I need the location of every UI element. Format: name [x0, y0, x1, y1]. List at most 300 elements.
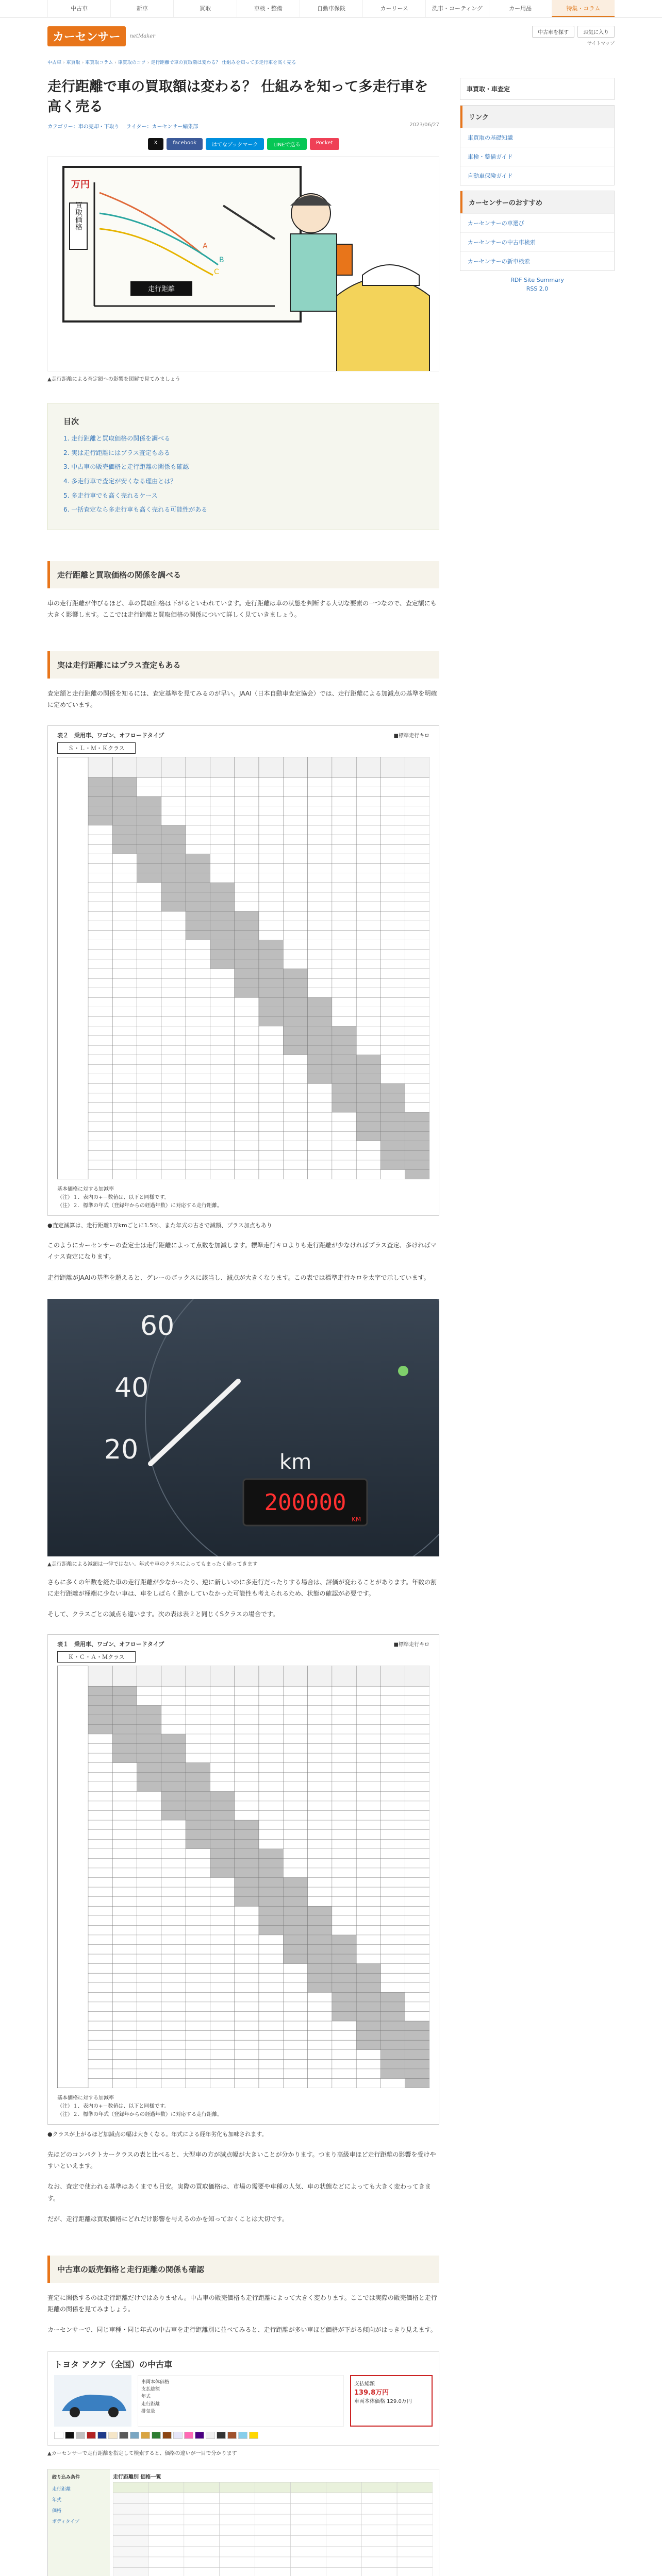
- breadcrumb-item[interactable]: 走行距離で車の買取額は変わる？ 仕組みを知って多走行車を高く売る: [151, 60, 296, 65]
- grid-cell: [380, 959, 405, 969]
- grid-cell: [235, 796, 259, 806]
- color-swatch[interactable]: [217, 2432, 226, 2439]
- topnav-item[interactable]: 新車: [110, 0, 173, 17]
- grid-cell: [283, 1131, 307, 1141]
- grid-cell: [283, 1887, 307, 1897]
- price-grid-cell: [361, 2567, 397, 2576]
- grid-cell: [186, 777, 210, 787]
- price-grid: [113, 2482, 433, 2576]
- grid-cell: [405, 1141, 429, 1150]
- grid-cell: [380, 1744, 405, 1754]
- grid-cell: [186, 1725, 210, 1735]
- grid-cell: [235, 816, 259, 825]
- price-grid-cell: [220, 2493, 255, 2503]
- grid-cell: [308, 1016, 332, 1026]
- site-header: [47, 18, 615, 55]
- grid-cell: [259, 1093, 283, 1103]
- toc-item[interactable]: 6. 一括査定なら多走行車も高く売れる可能性がある: [63, 506, 208, 514]
- grid-cell: [112, 1916, 137, 1926]
- grid-cell: [380, 1131, 405, 1141]
- sidebar-recommend-link[interactable]: カーセンサーの車選び: [460, 213, 614, 232]
- grid-cell: [283, 1064, 307, 1074]
- grid-cell: [259, 1849, 283, 1859]
- grid-cell: [210, 844, 234, 854]
- grid-cell: [356, 1773, 380, 1783]
- grid-cell: [88, 806, 112, 816]
- grid-cell: [283, 1007, 307, 1016]
- grid-cell: [137, 2031, 161, 2041]
- grid-cell: [332, 1820, 356, 1830]
- sidebar-link[interactable]: 車買取の基礎知識: [460, 128, 614, 147]
- breadcrumb-item[interactable]: 車買取コラム: [85, 60, 113, 65]
- filter-item[interactable]: 走行距離: [52, 2486, 71, 2492]
- spec-line: 走行距離: [141, 2401, 160, 2407]
- grid-cell: [405, 969, 429, 978]
- grid-cell: [161, 1734, 186, 1744]
- grid-cell: [405, 1744, 429, 1754]
- car-listing-card[interactable]: [47, 2351, 439, 2446]
- share-button[interactable]: LINEで送る: [267, 138, 306, 150]
- grid-cell: [210, 1150, 234, 1160]
- logo-text[interactable]: カーセンサー: [47, 26, 126, 46]
- grid-header-cell: [186, 1666, 210, 1686]
- grid-cell: [308, 1093, 332, 1103]
- price-grid-cell: [290, 2524, 326, 2535]
- grid-cell: [405, 835, 429, 844]
- grid-cell: [88, 1045, 112, 1055]
- section-paragraph: このようにカーセンサーの査定士は走行距離によって点数を加減します。標準走行キロよりも走行距離が少なければプラス査定、多ければマイナス査定になります。: [47, 1242, 437, 1261]
- grid-cell: [332, 816, 356, 825]
- car-card-title[interactable]: トヨタ アクア（全国）の中古車: [54, 2359, 173, 2369]
- color-swatch[interactable]: [141, 2432, 150, 2439]
- grid-cell: [137, 825, 161, 835]
- toc-item[interactable]: 5. 多走行車でも高く売れるケース: [63, 492, 158, 499]
- grid-cell: [112, 816, 137, 825]
- grid-cell: [137, 787, 161, 796]
- grid-cell: [308, 1983, 332, 1993]
- breadcrumb-item[interactable]: 中古車: [47, 60, 62, 65]
- grid-cell: [210, 1974, 234, 1984]
- grid-cell: [161, 997, 186, 1007]
- grid-cell: [88, 1954, 112, 1964]
- grid-cell: [405, 1840, 429, 1850]
- sidebar-recommend-link[interactable]: カーセンサーの新車検索: [460, 251, 614, 270]
- grid-cell: [137, 1782, 161, 1792]
- grid-cell: [308, 1150, 332, 1160]
- grid-cell: [308, 2002, 332, 2012]
- grid-cell: [405, 1103, 429, 1112]
- grid-cell: [137, 940, 161, 950]
- table-legend: ■標準走行キロ: [393, 733, 429, 739]
- favorites-button[interactable]: お気に入り: [577, 26, 615, 38]
- color-swatch[interactable]: [162, 2432, 172, 2439]
- grid-cell: [186, 1112, 210, 1122]
- grid-cell: [161, 1993, 186, 2003]
- grid-cell: [112, 1811, 137, 1821]
- grid-cell: [283, 1763, 307, 1773]
- filter-item[interactable]: 年式: [52, 2497, 62, 2503]
- grid-cell: [356, 1170, 380, 1179]
- grid-cell: [112, 1954, 137, 1964]
- grid-cell: [283, 1122, 307, 1131]
- board-a: A: [203, 242, 208, 251]
- grid-cell: [308, 940, 332, 950]
- grid-cell: [235, 1007, 259, 1016]
- grid-cell: [161, 2041, 186, 2050]
- toc-item[interactable]: 2. 実は走行距離にはプラス査定もある: [63, 449, 170, 456]
- grid-cell: [88, 2069, 112, 2079]
- color-swatch[interactable]: [249, 2432, 258, 2439]
- grid-header-cell: [112, 757, 137, 777]
- grid-cell: [308, 787, 332, 796]
- grid-cell: [112, 1897, 137, 1907]
- grid-cell: [137, 1150, 161, 1160]
- grid-cell: [88, 1801, 112, 1811]
- sidebar-recommend-link[interactable]: カーセンサーの中古車検索: [460, 232, 614, 251]
- price-grid-cell: [361, 2503, 397, 2514]
- section-paragraph: 査定に関係するのは走行距離だけではありません。中古車の販売価格も走行距離によって大きく変わります。ここでは実際の販売価格と走行距離の関係を見てみましょう。: [47, 2294, 437, 2313]
- grid-cell: [356, 883, 380, 892]
- grid-cell: [405, 1811, 429, 1821]
- grid-cell: [283, 1801, 307, 1811]
- grid-cell: [137, 1093, 161, 1103]
- grid-cell: [137, 1734, 161, 1744]
- grid-cell: [283, 1734, 307, 1744]
- grid-cell: [380, 930, 405, 940]
- grid-cell: [137, 1811, 161, 1821]
- grid-cell: [161, 883, 186, 892]
- grid-cell: [380, 1103, 405, 1112]
- toc-item[interactable]: 4. 多走行車で査定が安くなる理由とは？: [63, 478, 177, 485]
- grid-cell: [283, 1696, 307, 1706]
- grid-cell: [161, 902, 186, 911]
- sidebar-search-box[interactable]: 車買取・車査定: [460, 78, 615, 100]
- grid-cell: [380, 1983, 405, 1993]
- grid-cell: [210, 902, 234, 911]
- grid-cell: [210, 1954, 234, 1964]
- price-grid-cell: [184, 2524, 220, 2535]
- grid-cell: [332, 2021, 356, 2031]
- search-used-car-button[interactable]: 中古車を探す: [532, 26, 574, 38]
- color-swatch[interactable]: [108, 2432, 118, 2439]
- grid-header-cell: [88, 1666, 112, 1686]
- color-swatch[interactable]: [184, 2432, 193, 2439]
- grid-cell: [137, 1753, 161, 1763]
- grid-cell: [308, 1007, 332, 1016]
- color-swatch[interactable]: [65, 2432, 74, 2439]
- topnav-item[interactable]: 中古車: [47, 0, 110, 17]
- color-swatch[interactable]: [152, 2432, 161, 2439]
- grid-cell: [112, 1820, 137, 1830]
- grid-cell: [112, 1112, 137, 1122]
- grid-cell: [210, 1074, 234, 1083]
- grid-cell: [283, 1036, 307, 1045]
- breadcrumb-item[interactable]: 車買取: [66, 60, 80, 65]
- grid-cell: [308, 1887, 332, 1897]
- grid-cell: [259, 1150, 283, 1160]
- grid-cell: [161, 1753, 186, 1763]
- grid-cell: [210, 2021, 234, 2031]
- grid-cell: [356, 1820, 380, 1830]
- color-swatch[interactable]: [195, 2432, 204, 2439]
- table-footnote: （注）１．表内の+－数値は、以下と同様です。: [57, 2104, 170, 2110]
- grid-cell: [235, 2060, 259, 2070]
- grid-cell: [186, 1093, 210, 1103]
- grid-cell: [380, 902, 405, 911]
- price-grid-cell: [361, 2482, 397, 2493]
- breadcrumb-item[interactable]: 車買取のコツ: [118, 60, 146, 65]
- share-button[interactable]: はてなブックマーク: [206, 138, 264, 150]
- toc-item[interactable]: 1. 走行距離と買取価格の関係を調べる: [63, 435, 171, 443]
- car-image[interactable]: [54, 2375, 131, 2427]
- price-grid-cell: [255, 2524, 291, 2535]
- grid-cell: [405, 1160, 429, 1170]
- grid-cell: [259, 1734, 283, 1744]
- grid-cell: [283, 1112, 307, 1122]
- grid-cell: [186, 835, 210, 844]
- grid-cell: [283, 1753, 307, 1763]
- grid-cell: [356, 969, 380, 978]
- grid-cell: [405, 1782, 429, 1792]
- grid-cell: [235, 902, 259, 911]
- color-swatch[interactable]: [206, 2432, 215, 2439]
- rss-link[interactable]: [460, 276, 615, 293]
- grid-cell: [356, 1945, 380, 1955]
- grid-cell: [380, 883, 405, 892]
- price-grid-cell: [220, 2503, 255, 2514]
- grid-cell: [308, 1964, 332, 1974]
- grid-cell: [405, 2069, 429, 2079]
- grid-cell: [308, 1868, 332, 1878]
- grid-cell: [235, 1792, 259, 1802]
- grid-cell: [283, 2012, 307, 2022]
- grid-cell: [161, 787, 186, 796]
- grid-cell: [308, 1045, 332, 1055]
- rss-line-1[interactable]: RDF Site Summary: [510, 277, 564, 283]
- grid-cell: [283, 787, 307, 796]
- grid-cell: [332, 959, 356, 969]
- table-legend: ■標準走行キロ: [393, 1642, 429, 1648]
- grid-cell: [186, 844, 210, 854]
- grid-cell: [88, 930, 112, 940]
- grid-cell: [405, 1706, 429, 1716]
- grid-cell: [259, 950, 283, 959]
- grid-cell: [405, 1849, 429, 1859]
- grid-cell: [308, 1074, 332, 1083]
- grid-cell: [161, 1725, 186, 1735]
- grid-cell: [259, 1686, 283, 1696]
- grid-cell: [332, 1103, 356, 1112]
- color-swatch[interactable]: [54, 2432, 63, 2439]
- grid-cell: [112, 997, 137, 1007]
- color-swatch[interactable]: [238, 2432, 247, 2439]
- sidebar-link[interactable]: 自動車保険ガイド: [460, 166, 614, 185]
- grid-cell: [332, 1830, 356, 1840]
- grid-header-cell: [112, 1666, 137, 1686]
- publish-date: 2023/06/27: [409, 122, 439, 128]
- grid-cell: [137, 1983, 161, 1993]
- price-grid-cell: [148, 2503, 184, 2514]
- grid-cell: [112, 1141, 137, 1150]
- grid-cell: [112, 1007, 137, 1016]
- grid-cell: [259, 1954, 283, 1964]
- logo[interactable]: [47, 26, 155, 46]
- topnav-item[interactable]: 洗車・コーティング: [425, 0, 488, 17]
- topnav-item[interactable]: 車検・整備: [237, 0, 300, 17]
- grid-cell: [161, 806, 186, 816]
- grid-cell: [88, 940, 112, 950]
- grid-cell: [88, 1820, 112, 1830]
- grid-cell: [356, 787, 380, 796]
- color-swatch[interactable]: [173, 2432, 183, 2439]
- topnav-item[interactable]: 自動車保険: [300, 0, 362, 17]
- grid-cell: [235, 835, 259, 844]
- grid-cell: [210, 1964, 234, 1974]
- breadcrumb-separator: ›: [114, 60, 117, 65]
- grid-cell: [356, 988, 380, 997]
- grid-cell: [380, 1007, 405, 1016]
- grid-cell: [356, 1859, 380, 1869]
- grid-cell: [405, 988, 429, 997]
- color-swatch[interactable]: [119, 2432, 128, 2439]
- grid-cell: [235, 1773, 259, 1783]
- grid-cell: [112, 1907, 137, 1917]
- grid-cell: [332, 883, 356, 892]
- grid-cell: [137, 1887, 161, 1897]
- category-link[interactable]: カテゴリー：車の売却・下取り: [47, 124, 120, 130]
- grid-cell: [137, 1954, 161, 1964]
- grid-cell: [88, 1859, 112, 1869]
- grid-cell: [308, 1935, 332, 1945]
- grid-cell: [332, 921, 356, 930]
- grid-cell: [332, 930, 356, 940]
- grid-cell: [259, 2041, 283, 2050]
- share-button[interactable]: Pocket: [310, 138, 339, 150]
- grid-cell: [332, 1916, 356, 1926]
- sitemap-link[interactable]: サイトマップ: [587, 41, 615, 46]
- grid-cell: [283, 873, 307, 883]
- grid-cell: [235, 930, 259, 940]
- color-swatch[interactable]: [87, 2432, 96, 2439]
- color-swatch[interactable]: [130, 2432, 139, 2439]
- grid-cell: [405, 1686, 429, 1696]
- grid-cell: [308, 2031, 332, 2041]
- grid-cell: [186, 1820, 210, 1830]
- grid-cell: [210, 959, 234, 969]
- grid-cell: [112, 978, 137, 988]
- grid-cell: [259, 1916, 283, 1926]
- grid-cell: [210, 969, 234, 978]
- grid-cell: [186, 2079, 210, 2089]
- grid-cell: [308, 1878, 332, 1888]
- topnav-item[interactable]: 買取: [173, 0, 236, 17]
- share-button[interactable]: facebook: [167, 138, 203, 150]
- grid-cell: [308, 2079, 332, 2089]
- color-swatch[interactable]: [97, 2432, 107, 2439]
- grid-cell: [235, 1064, 259, 1074]
- grid-cell: [283, 1141, 307, 1150]
- grid-header-cell: [405, 757, 429, 777]
- grid-cell: [235, 1706, 259, 1716]
- grid-cell: [137, 1083, 161, 1093]
- grid-cell: [332, 1897, 356, 1907]
- grid-cell: [137, 806, 161, 816]
- grid-cell: [210, 1859, 234, 1869]
- grid-cell: [161, 1160, 186, 1170]
- grid-cell: [88, 2031, 112, 2041]
- sidebar-link[interactable]: 車検・整備ガイド: [460, 147, 614, 166]
- grid-cell: [186, 950, 210, 959]
- grid-cell: [308, 978, 332, 988]
- grid-cell: [283, 1103, 307, 1112]
- grid-cell: [259, 1055, 283, 1064]
- topnav-item[interactable]: 特集・コラム: [552, 0, 615, 17]
- grid-cell: [259, 844, 283, 854]
- grid-cell: [112, 2079, 137, 2089]
- color-swatch[interactable]: [227, 2432, 237, 2439]
- grid-cell: [235, 1083, 259, 1093]
- grid-cell: [88, 1993, 112, 2003]
- topnav-item[interactable]: カー用品: [489, 0, 552, 17]
- grid-cell: [235, 825, 259, 835]
- grid-cell: [332, 1725, 356, 1735]
- filter-item[interactable]: 価格: [52, 2508, 62, 2514]
- grid-header-cell: [308, 757, 332, 777]
- grid-cell: [356, 1993, 380, 2003]
- grid-cell: [380, 1064, 405, 1074]
- filter-title: 絞り込み条件: [52, 2475, 80, 2480]
- grid-cell: [137, 1878, 161, 1888]
- grid-cell: [161, 2021, 186, 2031]
- grid-cell: [356, 2060, 380, 2070]
- grid-header-cell: [356, 757, 380, 777]
- grid-cell: [259, 1141, 283, 1150]
- grid-cell: [380, 1897, 405, 1907]
- grid-cell: [235, 969, 259, 978]
- grid-cell: [405, 1993, 429, 2003]
- grid-cell: [332, 1026, 356, 1036]
- grid-cell: [356, 2050, 380, 2060]
- grid-cell: [137, 1849, 161, 1859]
- grid-cell: [308, 1945, 332, 1955]
- grid-cell: [405, 825, 429, 835]
- share-button[interactable]: X: [148, 138, 164, 150]
- grid-cell: [186, 921, 210, 930]
- grid-cell: [308, 796, 332, 806]
- rss-line-2[interactable]: RSS 2.0: [526, 285, 549, 292]
- grid-cell: [332, 1093, 356, 1103]
- grid-cell: [380, 921, 405, 930]
- grid-cell: [88, 1725, 112, 1735]
- price-grid-cell: [361, 2557, 397, 2568]
- filter-item[interactable]: ボディタイプ: [52, 2519, 79, 2524]
- price-grid-cell: [255, 2482, 291, 2493]
- grid-cell: [88, 1083, 112, 1093]
- topnav-item[interactable]: カーリース: [362, 0, 425, 17]
- price-grid-cell: [397, 2524, 433, 2535]
- grid-cell: [88, 1792, 112, 1802]
- grid-cell: [186, 1122, 210, 1131]
- grid-cell: [380, 1036, 405, 1045]
- toc-item[interactable]: 3. 中古車の販売価格と走行距離の関係も確認: [63, 463, 189, 471]
- color-swatch[interactable]: [76, 2432, 85, 2439]
- grid-cell: [161, 1974, 186, 1984]
- author-link[interactable]: ライター：カーセンサー編集部: [126, 124, 198, 130]
- grid-cell: [235, 1840, 259, 1850]
- grid-cell: [405, 2002, 429, 2012]
- grid-cell: [283, 1160, 307, 1170]
- grid-cell: [380, 1840, 405, 1850]
